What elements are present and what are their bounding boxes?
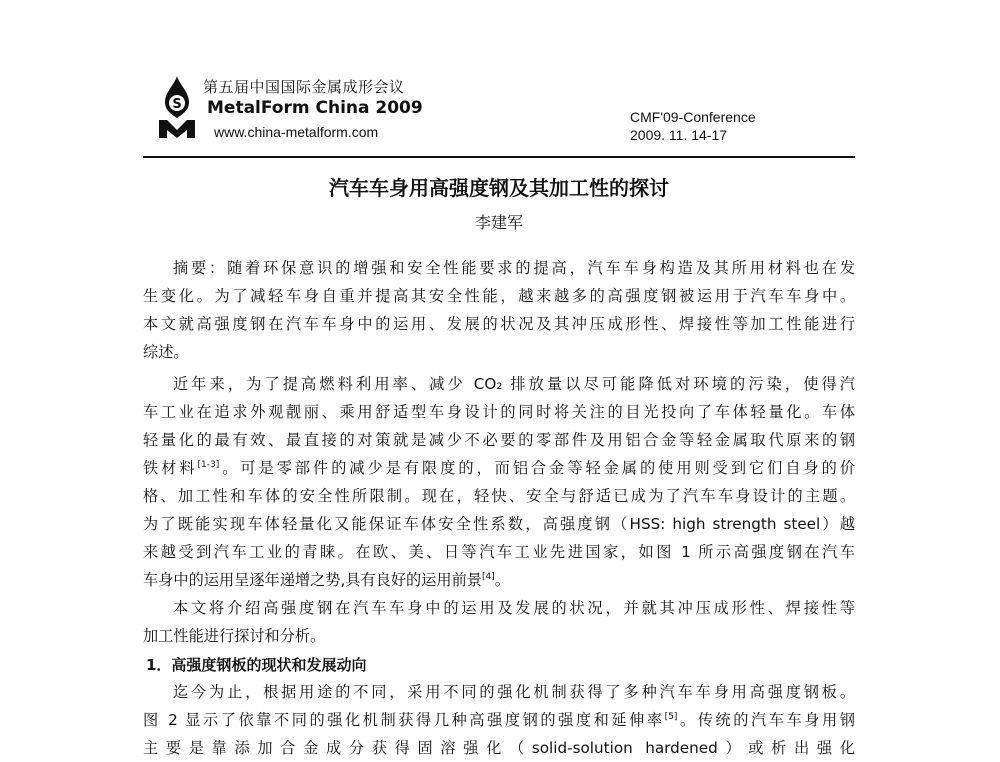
body-text: 铁材料 bbox=[143, 459, 198, 477]
body-text: 。可是零部件的减少是有限度的，而铝合金等轻金属的使用则受到它们自身的价 bbox=[219, 459, 856, 477]
body-line: 加工性能进行探讨和分析。 bbox=[143, 627, 326, 645]
body-line: 格、加工性和车体的安全性所限制。现在，轻快、安全与舒适已成为了汽车车身设计的主题。 bbox=[143, 487, 855, 505]
svg-text:S: S bbox=[172, 97, 182, 112]
intro-paragraph bbox=[143, 370, 855, 594]
citation: [5] bbox=[664, 712, 678, 722]
paper-title: 汽车车身用高强度钢及其加工性的探讨 bbox=[329, 176, 669, 200]
body-line: 近年来，为了提高燃料利用率、减少 CO₂ 排放量以尽可能降低对环境的污染，使得汽 bbox=[173, 375, 855, 393]
body-line bbox=[143, 454, 855, 482]
body-line: 为了既能实现车体轻量化又能保证车体安全性系数，高强度钢（HSS: high strength steel）越 bbox=[143, 515, 855, 533]
citation: [1-3] bbox=[197, 460, 220, 470]
conference-info bbox=[630, 108, 756, 144]
csm-logo-icon bbox=[157, 76, 197, 138]
body-line: 来越受到汽车工业的青睐。在欧、美、日等汽车工业先进国家，如图 1 所示高强度钢在汽车 bbox=[143, 543, 855, 561]
body-line: 车工业在追求外观靓丽、乘用舒适型车身设计的同时将关注的目光投向了车体轻量化。车体 bbox=[143, 403, 855, 421]
body-text: 图 2 显示了依靠不同的强化机制获得几种高强度钢的强度和延伸率 bbox=[143, 711, 665, 729]
conference-url: www.china-metalform.com bbox=[214, 124, 379, 140]
body-text: 车身中的运用呈逐年递增之势,具有良好的运用前景 bbox=[143, 571, 482, 589]
body-line: 本文将介绍高强度钢在汽车车身中的运用及发展的状况，并就其冲压成形性、焊接性等 bbox=[173, 599, 855, 617]
body-line bbox=[143, 706, 855, 734]
abstract-line: 本文就高强度钢在汽车车身中的运用、发展的状况及其冲压成形性、焊接性等加工性能进行 bbox=[143, 315, 855, 333]
intro2-paragraph bbox=[143, 594, 855, 650]
body-text: 。 bbox=[494, 571, 510, 589]
abstract-line: 综述。 bbox=[143, 343, 189, 361]
conference-header bbox=[143, 72, 855, 158]
conference-code: CMF'09-Conference bbox=[630, 109, 756, 125]
body-line: 迄今为止，根据用途的不同，采用不同的强化机制获得了多种汽车车身用高强度钢板。 bbox=[173, 683, 855, 701]
section1-paragraph bbox=[143, 678, 855, 762]
body-line: 主要是靠添加合金成分获得固溶强化（solid-solution hardened）或析出强化 bbox=[143, 739, 855, 757]
abstract-line: 摘要：随着环保意识的增强和安全性能要求的提高，汽车车身构造及其所用材料也在发 bbox=[173, 259, 855, 277]
conference-name-cn: 第五届中国国际金属成形会议 bbox=[203, 78, 405, 96]
citation: [4] bbox=[481, 572, 495, 582]
header-rule bbox=[143, 156, 855, 158]
section-heading: 1．高强度钢板的现状和发展动向 bbox=[146, 656, 367, 674]
abstract bbox=[143, 254, 855, 366]
body-line: 轻量化的最有效、最直接的对策就是减少不必要的零部件及用铝合金等轻金属取代原来的钢 bbox=[143, 431, 855, 449]
body-line bbox=[143, 566, 855, 594]
body-text: 。传统的汽车车身用钢 bbox=[677, 711, 855, 729]
abstract-line: 生变化。为了减轻车身自重并提高其安全性能，越来越多的高强度钢被运用于汽车车身中。 bbox=[143, 287, 855, 305]
paper-author: 李建军 bbox=[474, 213, 523, 232]
conference-dates: 2009. 11. 14-17 bbox=[630, 127, 728, 143]
conference-name-en: MetalForm China 2009 bbox=[207, 98, 423, 118]
